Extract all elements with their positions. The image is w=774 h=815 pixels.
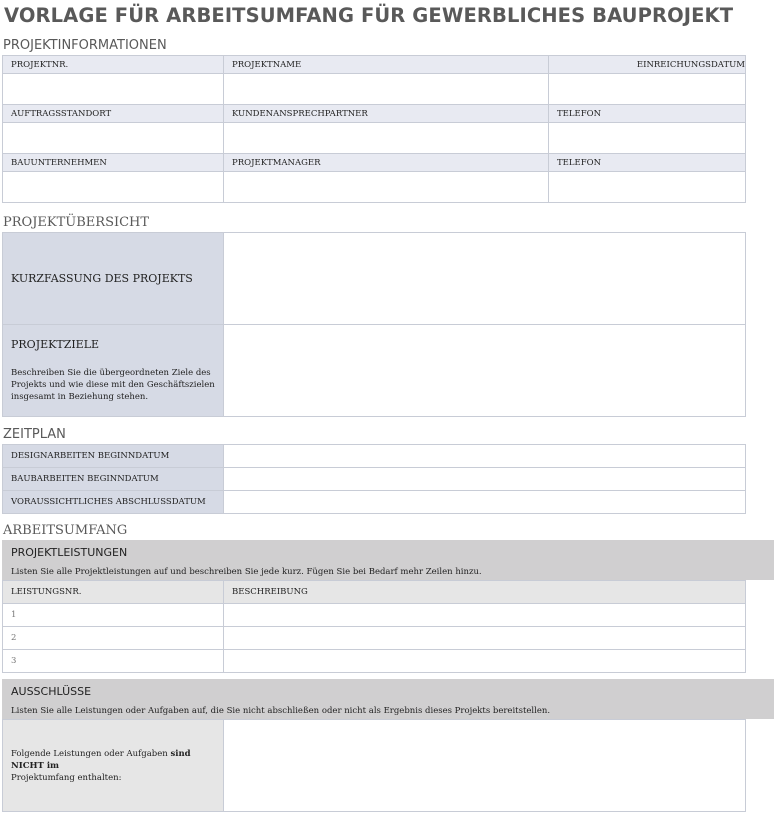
ausschluesse-header bbox=[2, 679, 774, 719]
field-baubarbeiten[interactable] bbox=[224, 468, 746, 491]
field-projektnr[interactable] bbox=[3, 74, 224, 105]
field-telefon-manager[interactable] bbox=[549, 172, 746, 203]
deliverable-description[interactable] bbox=[224, 604, 746, 627]
label-projektziele: PROJEKTZIELE bbox=[11, 338, 100, 351]
deliverable-description[interactable] bbox=[224, 627, 746, 650]
label-auftragsstandort: AUFTRAGSSTANDORT bbox=[3, 105, 224, 123]
label-einreichungsdatum: EINREICHUNGSDATUM bbox=[549, 56, 746, 74]
label-abschlussdatum: VORAUSSICHTLICHES ABSCHLUSSDATUM bbox=[3, 491, 224, 514]
overview-table bbox=[2, 232, 746, 417]
field-projektziele[interactable] bbox=[224, 325, 746, 417]
label-ausschluesse: AUSSCHLÜSSE bbox=[11, 685, 92, 698]
excl-text-bold: sind NICHT im bbox=[11, 748, 191, 771]
label-telefon-manager: TELEFON bbox=[549, 154, 746, 172]
label-projektleistungen: PROJEKTLEISTUNGEN bbox=[11, 546, 128, 559]
projektziele-description: Beschreiben Sie die übergeordneten Ziele des Projekts und wie diese mit den Geschäftszielen insgesamt in Beziehung stehen. bbox=[11, 368, 215, 402]
ausschluesse-description: Listen Sie alle Leistungen oder Aufgaben auf, die Sie nicht abschließen oder nicht als Ergebnis dieses Projekts bereitstellen. bbox=[11, 706, 551, 716]
col-leistungsnr: LEISTUNGSNR. bbox=[3, 581, 224, 604]
field-designarbeiten[interactable] bbox=[224, 445, 746, 468]
col-beschreibung: BESCHREIBUNG bbox=[224, 581, 746, 604]
section-zeitplan: ZEITPLAN bbox=[3, 427, 66, 442]
excl-text-pre: Folgende Leistungen oder Aufgaben bbox=[11, 748, 171, 759]
label-kundenansprechpartner: KUNDENANSPRECHPARTNER bbox=[224, 105, 549, 123]
label-projektmanager: PROJEKTMANAGER bbox=[224, 154, 549, 172]
document-title: VORLAGE FÜR ARBEITSUMFANG FÜR GEWERBLICHES BAUPROJEKT bbox=[4, 4, 734, 27]
section-arbeitsumfang: ARBEITSUMFANG bbox=[3, 523, 128, 538]
label-designarbeiten: DESIGNARBEITEN BEGINNDATUM bbox=[3, 445, 224, 468]
field-abschlussdatum[interactable] bbox=[224, 491, 746, 514]
exclusions-table bbox=[2, 719, 746, 812]
field-telefon-kunde[interactable] bbox=[549, 123, 746, 154]
deliverable-number[interactable]: 1 bbox=[3, 604, 224, 627]
schedule-table bbox=[2, 444, 746, 514]
section-projektuebersicht: PROJEKTÜBERSICHT bbox=[3, 215, 150, 230]
deliverable-description[interactable] bbox=[224, 650, 746, 673]
projektleistungen-header bbox=[2, 540, 774, 580]
field-kundenansprechpartner[interactable] bbox=[224, 123, 549, 154]
exclusions-label-cell bbox=[3, 720, 224, 812]
deliverable-number[interactable]: 2 bbox=[3, 627, 224, 650]
deliverables-table bbox=[2, 580, 746, 673]
deliverable-number[interactable]: 3 bbox=[3, 650, 224, 673]
excl-text-post: Projektumfang enthalten: bbox=[11, 772, 122, 783]
label-baubarbeiten: BAUBARBEITEN BEGINNDATUM bbox=[3, 468, 224, 491]
projektleistungen-description: Listen Sie alle Projektleistungen auf und beschreiben Sie jede kurz. Fügen Sie bei Bedarf mehr Zeilen hinzu. bbox=[11, 567, 482, 577]
label-projektname: PROJEKTNAME bbox=[224, 56, 549, 74]
label-projektnr: PROJEKTNR. bbox=[3, 56, 224, 74]
field-ausschluesse[interactable] bbox=[224, 720, 746, 812]
section-projektinformationen: PROJEKTINFORMATIONEN bbox=[3, 38, 167, 53]
field-auftragsstandort[interactable] bbox=[3, 123, 224, 154]
field-einreichungsdatum[interactable] bbox=[549, 74, 746, 105]
field-projektmanager[interactable] bbox=[224, 172, 549, 203]
project-info-table bbox=[2, 55, 746, 203]
field-projektname[interactable] bbox=[224, 74, 549, 105]
label-telefon-kunde: TELEFON bbox=[549, 105, 746, 123]
label-kurzfassung: KURZFASSUNG DES PROJEKTS bbox=[3, 233, 224, 325]
field-bauunternehmen[interactable] bbox=[3, 172, 224, 203]
field-kurzfassung[interactable] bbox=[224, 233, 746, 325]
label-bauunternehmen: BAUUNTERNEHMEN bbox=[3, 154, 224, 172]
projektziele-cell bbox=[3, 325, 224, 417]
